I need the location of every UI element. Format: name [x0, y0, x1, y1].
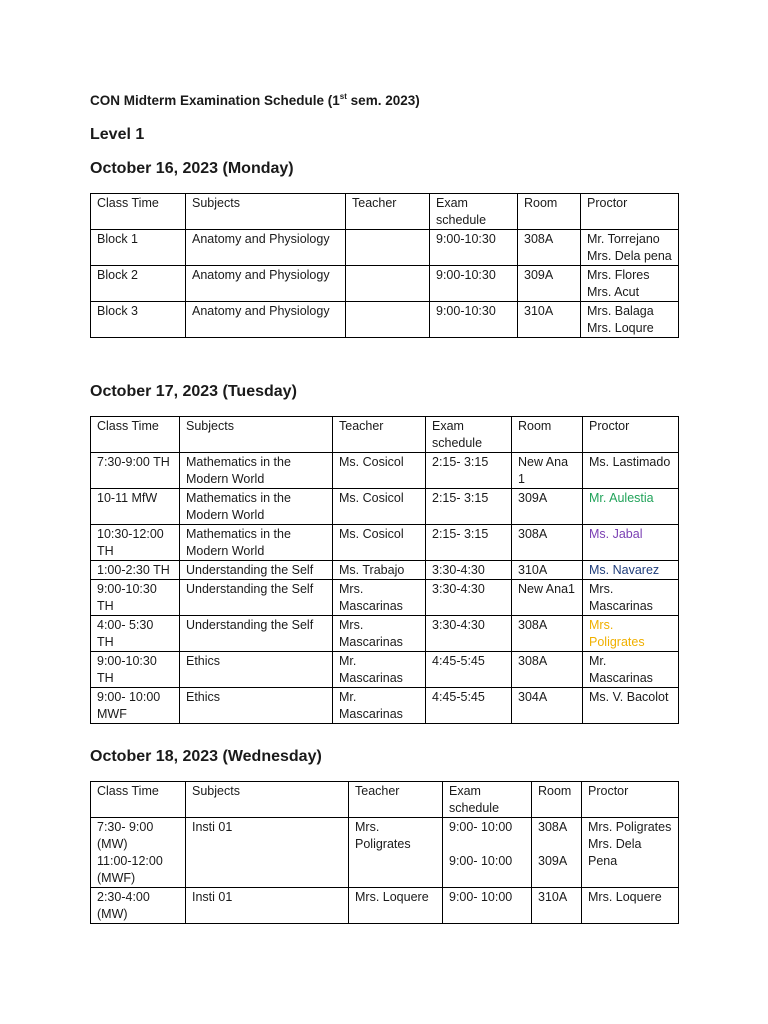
exam-schedule-cell: 3:30-4:30	[426, 616, 512, 652]
teacher-cell: Ms. Cosicol	[333, 453, 426, 489]
class-time-cell: 2:30-4:00 (MW)	[91, 888, 186, 924]
proctor-cell: Ms. Lastimado	[583, 453, 679, 489]
room-cell: 309A	[512, 489, 583, 525]
header-class-time: Class Time	[91, 782, 186, 818]
exam-schedule-cell: 9:00-10:30	[430, 302, 518, 338]
header-proctor: Proctor	[582, 782, 679, 818]
table-row	[91, 453, 679, 489]
header-room: Room	[518, 194, 581, 230]
teacher-cell	[346, 266, 430, 302]
exam-schedule-cell: 2:15- 3:15	[426, 525, 512, 561]
table-row	[91, 616, 679, 652]
header-exam-schedule: Exam schedule	[430, 194, 518, 230]
room-cell: 309A	[518, 266, 581, 302]
table-row	[91, 888, 679, 924]
proctor-cell: Mr. Mascarinas	[583, 652, 679, 688]
table-row	[91, 561, 679, 580]
exam-schedule-cell: 2:15- 3:15	[426, 489, 512, 525]
subject-cell: Ethics	[180, 688, 333, 724]
room-cell: 310A	[532, 888, 582, 924]
table-row	[91, 266, 679, 302]
teacher-cell: Ms. Trabajo	[333, 561, 426, 580]
table-header-row	[91, 194, 679, 230]
proctor-cell: Ms. V. Bacolot	[583, 688, 679, 724]
subject-cell: Mathematics in the Modern World	[180, 525, 333, 561]
schedule-table-tuesday	[90, 416, 679, 724]
day-heading-tuesday: October 17, 2023 (Tuesday)	[90, 383, 297, 400]
class-time-cell: Block 1	[91, 230, 186, 266]
header-room: Room	[512, 417, 583, 453]
class-time-cell: 9:00-10:30 TH	[91, 652, 180, 688]
day-heading-monday: October 16, 2023 (Monday)	[90, 160, 294, 177]
class-time-cell: 10-11 MfW	[91, 489, 180, 525]
subject-cell: Ethics	[180, 652, 333, 688]
header-subjects: Subjects	[180, 417, 333, 453]
class-time-cell: 7:30-9:00 TH	[91, 453, 180, 489]
room-cell: 308A	[512, 652, 583, 688]
teacher-cell: Mrs. Mascarinas	[333, 580, 426, 616]
room-cell: New Ana1	[512, 580, 583, 616]
document-title: CON Midterm Examination Schedule (1st sem. 2023)	[90, 92, 420, 108]
class-time-cell: 7:30- 9:00 (MW) 11:00-12:00 (MWF)	[91, 818, 186, 888]
schedule-table-monday	[90, 193, 679, 338]
room-cell: 308A	[512, 616, 583, 652]
header-proctor: Proctor	[583, 417, 679, 453]
subject-cell: Anatomy and Physiology	[186, 266, 346, 302]
class-time-cell: 9:00-10:30 TH	[91, 580, 180, 616]
header-teacher: Teacher	[346, 194, 430, 230]
teacher-cell: Mr. Mascarinas	[333, 652, 426, 688]
teacher-cell	[346, 230, 430, 266]
subject-cell: Mathematics in the Modern World	[180, 489, 333, 525]
proctor-cell: Mrs. Loquere	[582, 888, 679, 924]
class-time-cell: 9:00- 10:00 MWF	[91, 688, 180, 724]
table-row	[91, 525, 679, 561]
table-header-row	[91, 782, 679, 818]
class-time-cell: 1:00-2:30 TH	[91, 561, 180, 580]
subject-cell: Understanding the Self	[180, 561, 333, 580]
class-time-cell: Block 3	[91, 302, 186, 338]
room-cell: 308A	[512, 525, 583, 561]
table-row	[91, 580, 679, 616]
level-heading: Level 1	[90, 126, 145, 143]
exam-schedule-cell: 3:30-4:30	[426, 561, 512, 580]
header-class-time: Class Time	[91, 194, 186, 230]
header-class-time: Class Time	[91, 417, 180, 453]
exam-schedule-cell: 9:00- 10:00	[443, 888, 532, 924]
teacher-cell	[346, 302, 430, 338]
exam-schedule-cell: 9:00-10:30	[430, 230, 518, 266]
proctor-cell: Mrs. Poligrates	[583, 616, 679, 652]
exam-schedule-cell: 4:45-5:45	[426, 688, 512, 724]
subject-cell: Anatomy and Physiology	[186, 302, 346, 338]
proctor-cell: Ms. Jabal	[583, 525, 679, 561]
proctor-cell: Mr. Aulestia	[583, 489, 679, 525]
class-time-cell: 4:00- 5:30 TH	[91, 616, 180, 652]
room-cell: 310A	[518, 302, 581, 338]
header-proctor: Proctor	[581, 194, 679, 230]
class-time-cell: 10:30-12:00 TH	[91, 525, 180, 561]
header-teacher: Teacher	[349, 782, 443, 818]
header-room: Room	[532, 782, 582, 818]
proctor-cell: Mr. Torrejano Mrs. Dela pena	[581, 230, 679, 266]
table-row	[91, 688, 679, 724]
teacher-cell: Ms. Cosicol	[333, 489, 426, 525]
header-teacher: Teacher	[333, 417, 426, 453]
room-cell: 304A	[512, 688, 583, 724]
proctor-cell: Mrs. Flores Mrs. Acut	[581, 266, 679, 302]
teacher-cell: Mrs. Mascarinas	[333, 616, 426, 652]
exam-schedule-cell: 2:15- 3:15	[426, 453, 512, 489]
subject-cell: Anatomy and Physiology	[186, 230, 346, 266]
room-cell: New Ana 1	[512, 453, 583, 489]
table-header-row	[91, 417, 679, 453]
room-cell: 310A	[512, 561, 583, 580]
proctor-cell: Mrs. Mascarinas	[583, 580, 679, 616]
subject-cell: Mathematics in the Modern World	[180, 453, 333, 489]
proctor-cell: Mrs. Poligrates Mrs. Dela Pena	[582, 818, 679, 888]
class-time-cell: Block 2	[91, 266, 186, 302]
teacher-cell: Ms. Cosicol	[333, 525, 426, 561]
table-row	[91, 230, 679, 266]
teacher-cell: Mrs. Loquere	[349, 888, 443, 924]
table-row	[91, 489, 679, 525]
subject-cell: Insti 01	[186, 818, 349, 888]
room-cell: 308A	[518, 230, 581, 266]
day-heading-wednesday: October 18, 2023 (Wednesday)	[90, 748, 322, 765]
header-subjects: Subjects	[186, 194, 346, 230]
exam-schedule-cell: 9:00- 10:00 9:00- 10:00	[443, 818, 532, 888]
exam-schedule-cell: 9:00-10:30	[430, 266, 518, 302]
exam-schedule-cell: 3:30-4:30	[426, 580, 512, 616]
teacher-cell: Mrs. Poligrates	[349, 818, 443, 888]
table-row	[91, 302, 679, 338]
subject-cell: Understanding the Self	[180, 580, 333, 616]
proctor-cell: Ms. Navarez	[583, 561, 679, 580]
proctor-cell: Mrs. Balaga Mrs. Loqure	[581, 302, 679, 338]
teacher-cell: Mr. Mascarinas	[333, 688, 426, 724]
exam-schedule-cell: 4:45-5:45	[426, 652, 512, 688]
schedule-table-wednesday	[90, 781, 679, 924]
room-cell: 308A 309A	[532, 818, 582, 888]
header-subjects: Subjects	[186, 782, 349, 818]
table-row	[91, 652, 679, 688]
header-exam-schedule: Exam schedule	[443, 782, 532, 818]
subject-cell: Understanding the Self	[180, 616, 333, 652]
subject-cell: Insti 01	[186, 888, 349, 924]
table-row	[91, 818, 679, 888]
header-exam-schedule: Exam schedule	[426, 417, 512, 453]
